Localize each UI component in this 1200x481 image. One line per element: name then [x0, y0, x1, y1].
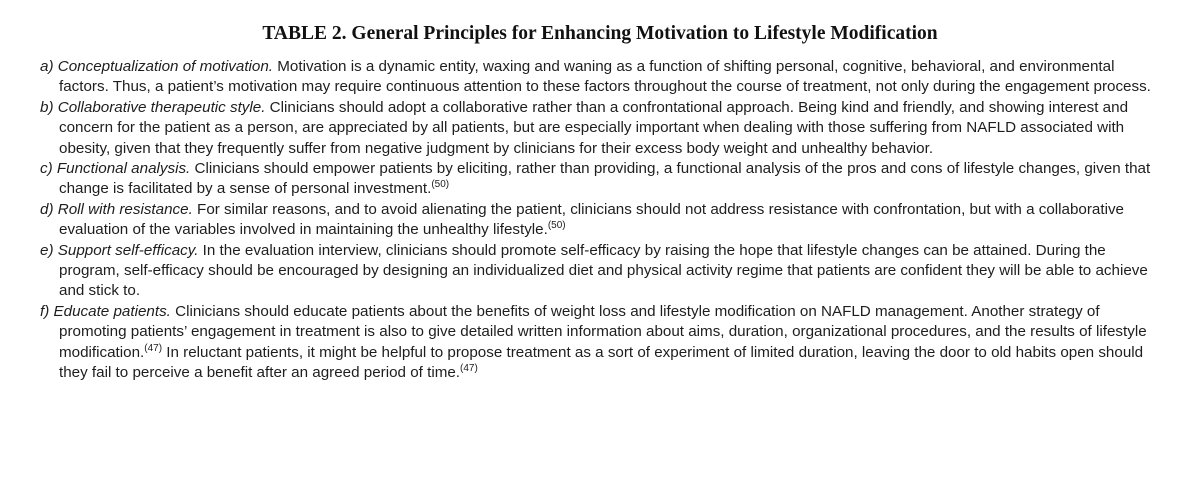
table-title: TABLE 2. General Principles for Enhancing Motivation to Lifestyle Modification — [262, 23, 938, 44]
principle-f — [40, 302, 1168, 384]
principle-text: Motivation is a dynamic entity, waxing and waning as a function of shifting personal, cognitive, behavioral, and environmental factors. Thus, a patient’s motivation may require continuous attention to these factors throughout the course of treatment, not only during the engagement process. — [59, 58, 1151, 96]
principle-text: In the evaluation interview, clinicians should promote self-efficacy by raising the hope that lifestyle changes can be attained. During the program, self-efficacy should be encouraged by designing an individualized diet and physical activity regime that patients are confident they will be able to achieve and stick to. — [59, 241, 1148, 300]
principle-text: For similar reasons, and to avoid alienating the patient, clinicians should not address resistance with confrontation, but with a collaborative evaluation of the variables involved in maintaining the unhealthy lifestyle. — [59, 200, 1124, 239]
citation-reference: (47) — [144, 342, 163, 354]
principle-heading: Conceptualization of motivation. — [57, 58, 274, 75]
principle-heading: Collaborative therapeutic style. — [57, 98, 266, 116]
principle-text: Clinicians should adopt a collaborative rather than a confrontational approach. Being kind and friendly, and showing interest and concern for the patient as a person, are appreciated by all patients, but are especially important when dealing with those suffering from NAFLD associated with obesity, given that they frequently suffer from negative judgment by clinicians for their excess body weight and unhealthy behavior. — [59, 98, 1129, 157]
principle-text: Clinicians should empower patients by eliciting, rather than providing, a functional analysis of the pros and cons of lifestyle changes, given that change is facilitated by a sense of personal investment. — [59, 160, 1151, 198]
principles-list — [40, 57, 1168, 384]
principle-marker: e) — [40, 241, 54, 259]
citation-reference: (50) — [547, 220, 566, 232]
principle-marker: d) — [40, 200, 54, 218]
citation-reference: (47) — [460, 363, 478, 375]
principle-b — [40, 98, 1168, 159]
principle-d — [40, 200, 1168, 241]
principle-heading: Support self-efficacy. — [57, 241, 199, 259]
principle-text-continued: In reluctant patients, it might be helpful to propose treatment as a sort of experiment of limited duration, leaving the door to old habits open should they fail to perceive a benefit after an agreed period of time. — [59, 343, 1144, 382]
principle-heading: Functional analysis. — [56, 160, 191, 178]
principle-heading: Educate patients. — [53, 302, 171, 320]
citation-reference: (50) — [431, 179, 450, 191]
principle-heading: Roll with resistance. — [57, 200, 193, 218]
principle-text: Clinicians should educate patients about the benefits of weight loss and lifestyle modification on NAFLD management. Another strategy of promoting patients’ engagement in treatment is also to give detailed written information about aims, duration, organizational procedures, and the results of lifestyle modification. — [59, 302, 1147, 361]
principle-marker: b) — [40, 98, 54, 116]
principle-marker: a) — [40, 58, 54, 75]
principle-marker: c) — [40, 160, 53, 178]
principle-a — [40, 57, 1168, 98]
principle-marker: f) — [40, 302, 50, 320]
principle-c — [40, 159, 1168, 200]
principle-e — [40, 241, 1168, 302]
